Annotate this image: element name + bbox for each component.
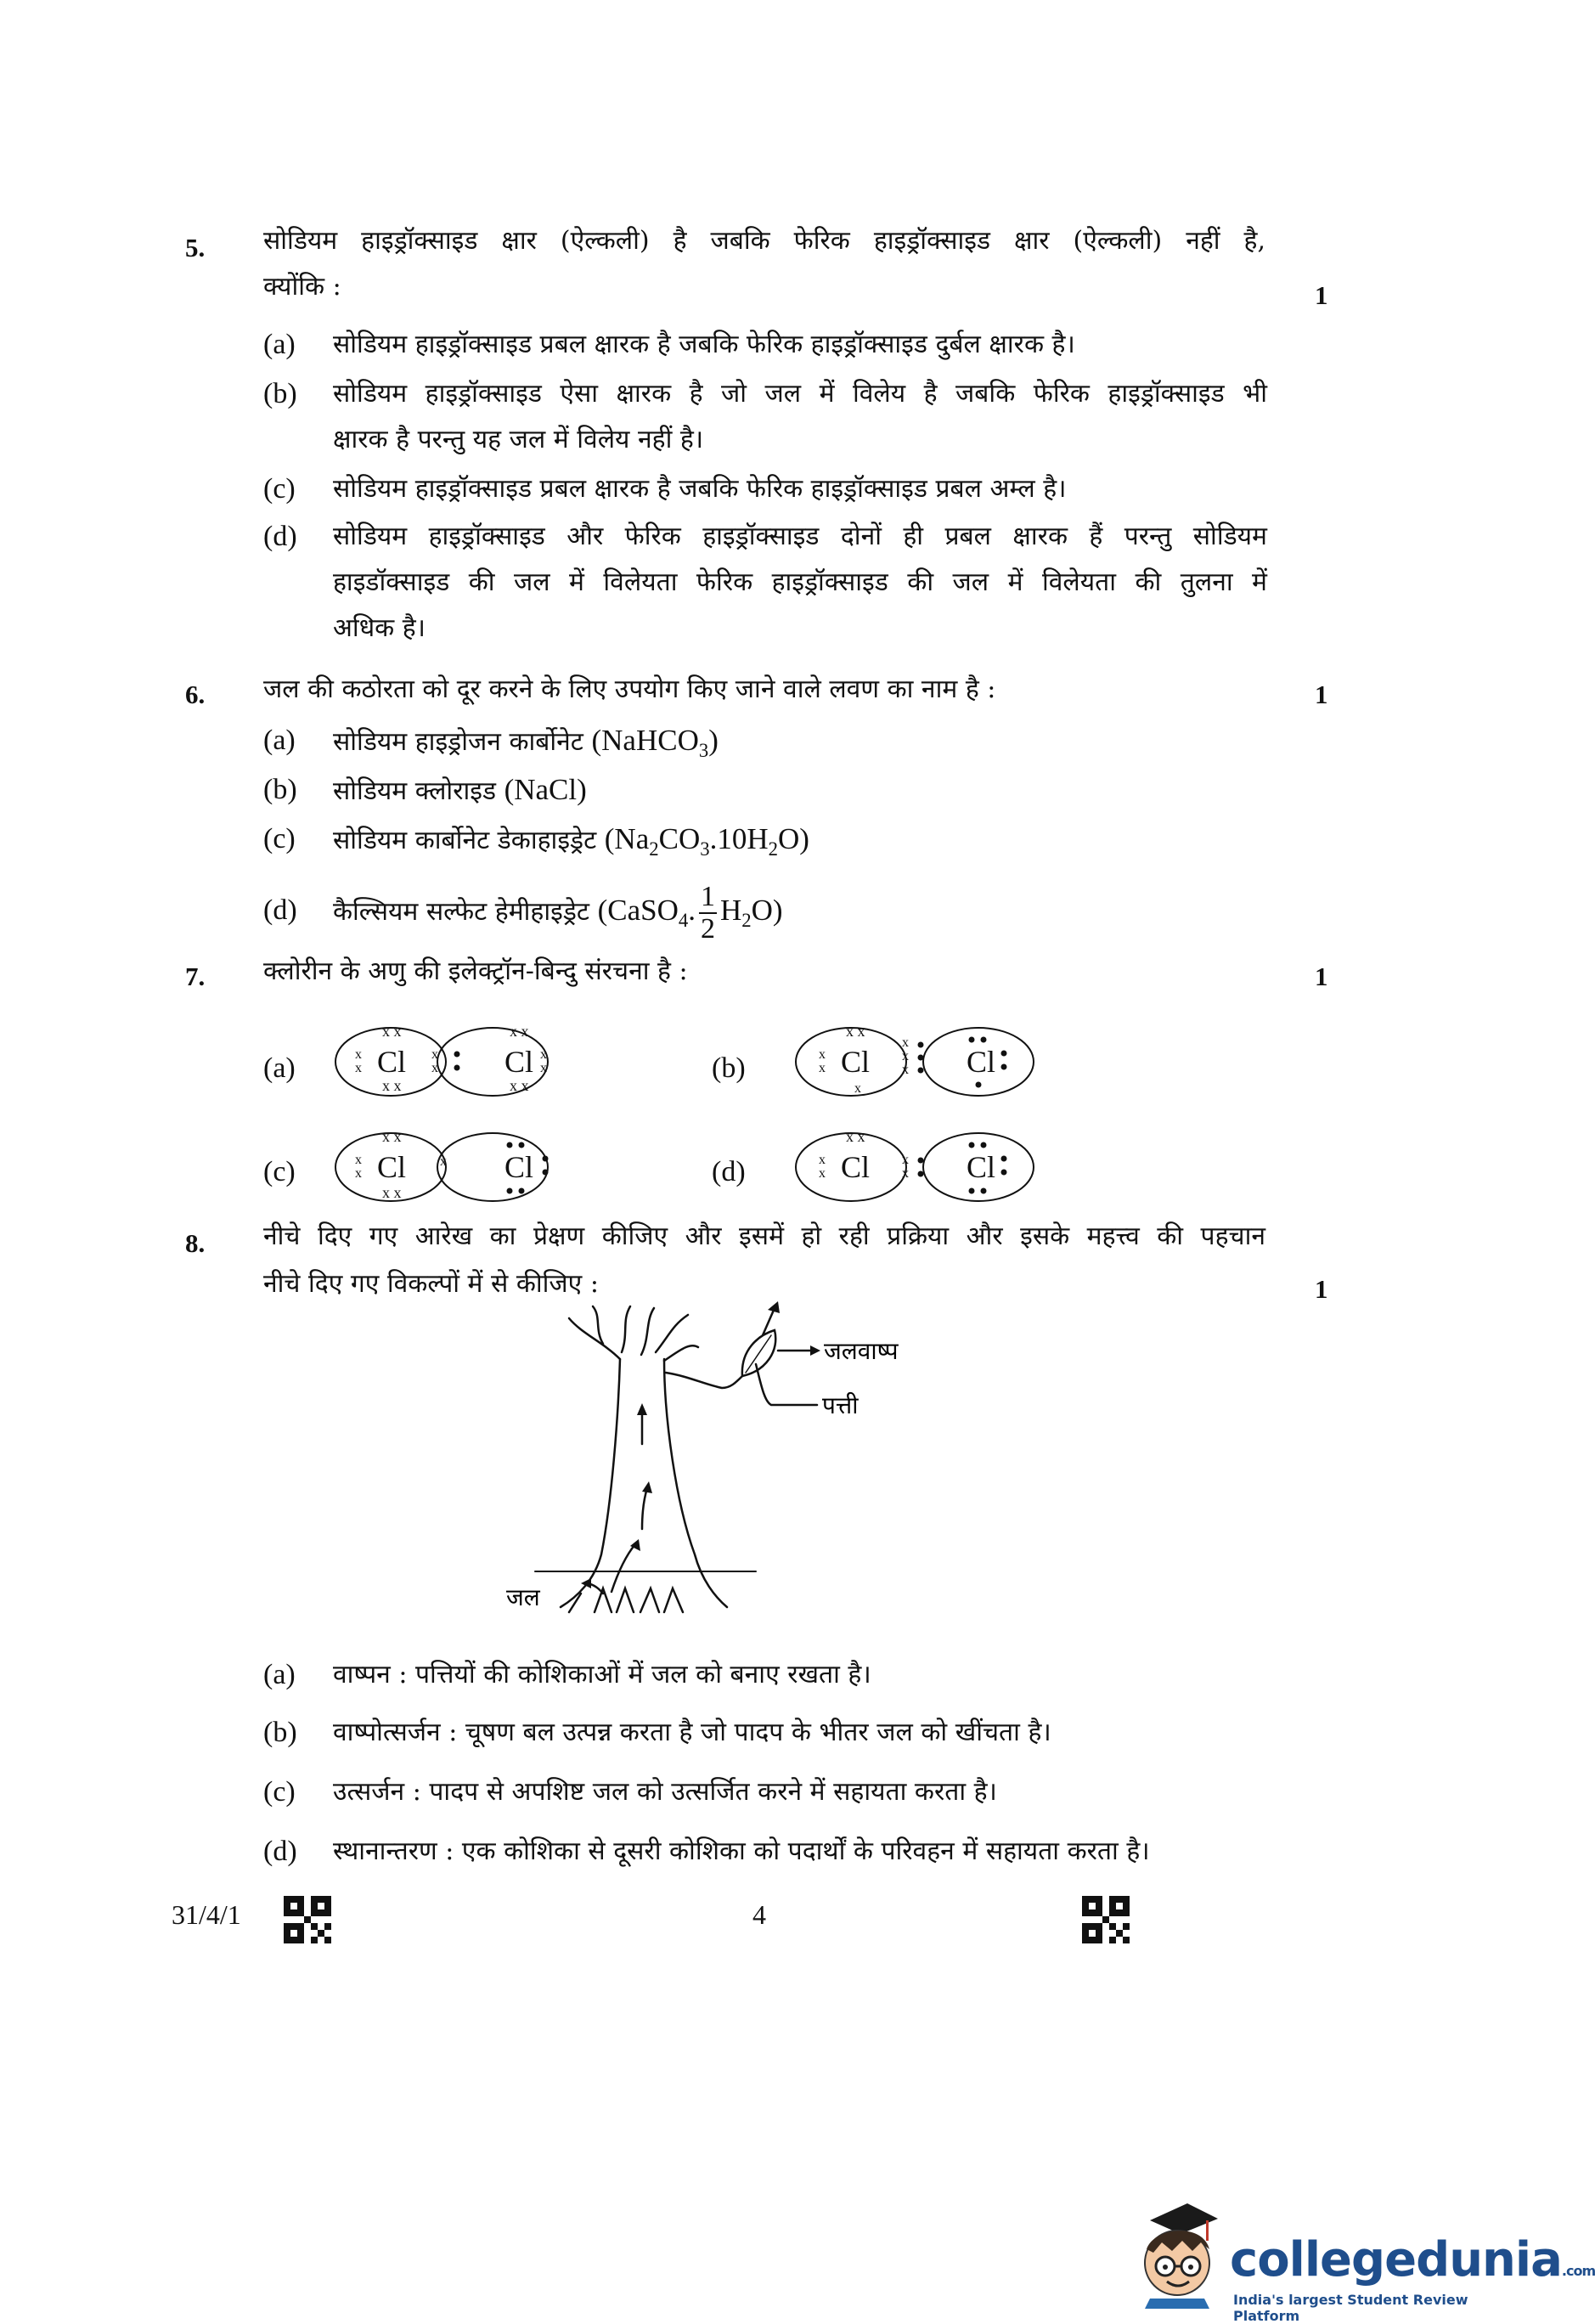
- electron-dot: [543, 1170, 549, 1176]
- option-label: (d): [263, 894, 297, 926]
- electron-dot: [519, 1188, 525, 1194]
- electron-cross: x: [819, 1166, 826, 1181]
- option-text: स्थानान्तरण : एक कोशिका से दूसरी कोशिका को पदार्थों के परिवहन में सहायता करता है।: [333, 1836, 1150, 1866]
- formula-subscript: 4: [678, 910, 689, 931]
- fraction-numerator: 1: [701, 880, 715, 912]
- structure-c: [335, 1128, 549, 1201]
- electron-cross: x: [819, 1047, 826, 1062]
- option-text: सोडियम हाइड्रॉक्साइड प्रबल क्षारक है जबकि फेरिक हाइड्रॉक्साइड दुर्बल क्षारक है।: [333, 330, 1075, 359]
- option-label: (c): [263, 823, 296, 855]
- electron-cross: x: [440, 1154, 447, 1169]
- question-stem: क्योंकि :: [263, 272, 341, 302]
- electron-cross: x: [355, 1153, 362, 1167]
- atom-symbol: Cl: [841, 1150, 871, 1184]
- electron-dot: [969, 1188, 975, 1194]
- arrow-head: [642, 1481, 652, 1493]
- formula-part: H: [720, 894, 742, 927]
- electron-dot: [918, 1171, 924, 1177]
- structure-a: [335, 1023, 548, 1096]
- atom-symbol: Cl: [504, 1045, 534, 1079]
- arrow-head: [581, 1578, 591, 1588]
- qr-code-icon: [1082, 1896, 1130, 1943]
- electron-cross: x: [431, 1047, 438, 1062]
- atom-symbol: Cl: [967, 1045, 996, 1079]
- formula-subscript: 3: [698, 740, 709, 761]
- formula-subscript: 3: [700, 838, 710, 860]
- qr-code-icon: [284, 1896, 331, 1943]
- trunk-right-edge: [664, 1359, 727, 1607]
- electron-cross: x: [540, 1061, 547, 1075]
- brand-tagline: India's largest Student Review Platform: [1233, 2292, 1468, 2324]
- formula-part: .10H: [709, 822, 769, 855]
- atom-symbol: Cl: [377, 1150, 407, 1184]
- option-name: कैल्सियम सल्फेट हेमीहाइड्रेट: [333, 897, 590, 927]
- electron-cross: x: [355, 1061, 362, 1075]
- option-label: (a): [263, 725, 296, 756]
- formula-part: ): [708, 724, 719, 757]
- electron-dot: [981, 1037, 987, 1043]
- option-label: (c): [263, 473, 296, 505]
- electron-cross: x: [819, 1061, 826, 1075]
- question-number: 5.: [185, 233, 206, 262]
- electron-cross: x x: [382, 1023, 402, 1040]
- paper-code: 31/4/1: [172, 1899, 241, 1930]
- option-label: (a): [263, 1052, 296, 1084]
- chemical-formula: (NaCl): [504, 773, 587, 806]
- electron-dot: [543, 1156, 549, 1162]
- option-text: उत्सर्जन : पादप से अपशिष्ट जल को उत्सर्जित करने में सहायता करता है।: [333, 1777, 997, 1807]
- electron-dot: [969, 1142, 975, 1148]
- electron-cross: x: [902, 1035, 909, 1050]
- electron-dot: [981, 1142, 987, 1148]
- formula-part: (NaHCO: [591, 724, 699, 757]
- formula-subscript: 2: [741, 910, 752, 931]
- option-text: वाष्पन : पत्तियों की कोशिकाओं में जल को बनाए रखता है।: [333, 1660, 871, 1689]
- option-label: (d): [263, 521, 297, 552]
- electron-cross: x: [902, 1049, 909, 1063]
- electron-cross: x: [902, 1063, 909, 1077]
- option-name: सोडियम हाइड्रोजन कार्बोनेट: [333, 727, 583, 757]
- electron-dot: [918, 1042, 924, 1048]
- option-label: (c): [263, 1156, 296, 1187]
- electron-cross: x: [355, 1166, 362, 1181]
- marks: 1: [1315, 680, 1328, 709]
- option-text: अधिक है।: [333, 613, 426, 643]
- formula-part: CO: [658, 822, 701, 855]
- option-label: (a): [263, 329, 296, 360]
- structure-d: [796, 1128, 1034, 1201]
- electron-cross: x: [355, 1047, 362, 1062]
- electron-dot: [981, 1188, 987, 1194]
- branch-to-leaf: [666, 1373, 742, 1388]
- brand-suffix: .com: [1561, 2263, 1595, 2279]
- formula-subscript: 2: [768, 838, 779, 860]
- page-number: 4: [752, 1899, 766, 1930]
- electron-cross: x: [854, 1081, 861, 1096]
- question-stem: नीचे दिए गए विकल्पों में से कीजिए :: [263, 1269, 599, 1299]
- formula-part: (Na: [604, 822, 650, 855]
- electron-cross: x: [819, 1153, 826, 1167]
- electron-cross: x x: [846, 1023, 865, 1040]
- electron-cross: x x: [846, 1128, 865, 1145]
- electron-dot: [969, 1037, 975, 1043]
- option-label: (a): [263, 1659, 296, 1690]
- formula-part: .: [688, 894, 696, 927]
- branch: [664, 1345, 698, 1361]
- root: [617, 1588, 634, 1612]
- formula-part: O): [778, 822, 809, 855]
- fraction-denominator: 2: [701, 912, 715, 945]
- branch: [569, 1318, 620, 1359]
- option-text: सोडियम हाइड्रॉक्साइड प्रबल क्षारक है जबकि फेरिक हाइड्रॉक्साइड प्रबल अम्ल है।: [333, 474, 1067, 504]
- question-stem: नीचे दिए गए आरेख का प्रेक्षण कीजिए और इसमें हो रही प्रक्रिया और इसके महत्त्व की पहचान: [263, 1221, 1265, 1251]
- option-label: (b): [263, 774, 297, 805]
- electron-dot: [1001, 1170, 1007, 1176]
- electron-dot: [918, 1068, 924, 1074]
- formula-part: (CaSO: [597, 894, 679, 927]
- transpiration-diagram: [476, 1300, 951, 1622]
- marks: 1: [1315, 280, 1328, 310]
- option-label: (b): [712, 1052, 746, 1084]
- mascot-logo-icon: [1124, 2197, 1230, 2309]
- option-label: (b): [263, 1717, 297, 1748]
- electron-dot: [1001, 1051, 1007, 1057]
- option-text: हाइडॉक्साइड की जल में विलेयता फेरिक हाइड्रॉक्साइड की जल में विलेयता की तुलना में: [333, 567, 1267, 597]
- label-water-vapour: जलवाष्प: [824, 1337, 899, 1365]
- electron-dot: [918, 1055, 924, 1061]
- branch: [622, 1306, 630, 1352]
- electron-dot: [918, 1158, 924, 1164]
- arrow-head: [637, 1403, 647, 1415]
- option-label: (b): [263, 378, 297, 409]
- electron-dot: [454, 1065, 460, 1071]
- question-stem: सोडियम हाइड्रॉक्साइड क्षार (ऐल्कली) है जबकि फेरिक हाइड्रॉक्साइड क्षार (ऐल्कली) नहीं है,: [263, 226, 1265, 256]
- atom-symbol: Cl: [504, 1150, 534, 1184]
- option-name: सोडियम कार्बोनेट डेकाहाइड्रेट: [333, 826, 597, 855]
- root: [640, 1588, 659, 1612]
- xylem-arrow: [642, 1488, 647, 1529]
- marks: 1: [1315, 1274, 1328, 1304]
- electron-cross: x: [540, 1047, 547, 1062]
- question-number: 8.: [185, 1228, 206, 1258]
- atom-symbol: Cl: [967, 1150, 996, 1184]
- electron-dot: [454, 1052, 460, 1058]
- electron-dot-structures: [0, 0, 1516, 1215]
- arrow-head: [768, 1301, 780, 1313]
- atom-symbol: Cl: [377, 1045, 407, 1079]
- electron-cross: x x: [510, 1023, 529, 1040]
- formula-part: O): [751, 894, 783, 927]
- electron-cross: x: [431, 1061, 438, 1075]
- marks: 1: [1315, 962, 1328, 991]
- leaf-vein: [746, 1335, 771, 1373]
- option-label: (d): [263, 1836, 297, 1867]
- electron-cross: x x: [382, 1128, 402, 1145]
- brand-wordmark: [1230, 2232, 1595, 2287]
- option-text: वाष्पोत्सर्जन : चूषण बल उत्पन्न करता है जो पादप के भीतर जल को खींचता है।: [333, 1718, 1051, 1747]
- question-number: 6.: [185, 680, 206, 709]
- label-leaf: पत्ती: [822, 1391, 859, 1419]
- question-number: 7.: [185, 962, 206, 991]
- electron-dot: [519, 1142, 525, 1148]
- branch: [641, 1308, 654, 1355]
- electron-cross: x x: [382, 1077, 402, 1094]
- option-label: (d): [712, 1156, 746, 1187]
- formula-subscript: 2: [649, 838, 659, 860]
- option-text: सोडियम हाइड्रॉक्साइड ऐसा क्षारक है जो जल में विलेय है जबकि फेरिक हाइड्रॉक्साइड भी: [333, 379, 1267, 409]
- electron-dot: [507, 1142, 513, 1148]
- electron-dot: [976, 1082, 982, 1088]
- option-text: क्षारक है परन्तु यह जल में विलेय नहीं है।: [333, 425, 704, 454]
- option-label: (c): [263, 1776, 296, 1808]
- electron-cross: x x: [510, 1077, 529, 1094]
- label-water: जल: [506, 1583, 540, 1611]
- electron-dot: [507, 1188, 513, 1194]
- electron-cross: x: [902, 1153, 909, 1167]
- root: [664, 1588, 683, 1612]
- atom-symbol: Cl: [841, 1045, 871, 1079]
- leaf-pointer: [756, 1364, 817, 1405]
- trunk-left-edge: [561, 1359, 620, 1607]
- option-name: सोडियम क्लोराइड: [333, 776, 497, 806]
- option-text: सोडियम हाइड्रॉक्साइड और फेरिक हाइड्रॉक्साइड दोनों ही प्रबल क्षारक हैं परन्तु सोडियम: [333, 522, 1267, 551]
- xylem-arrow: [612, 1544, 635, 1592]
- branch: [656, 1315, 688, 1352]
- electron-dot: [1001, 1064, 1007, 1070]
- arrow-head: [810, 1345, 820, 1356]
- question-stem: क्लोरीन के अणु की इलेक्ट्रॉन-बिन्दु संरचना है :: [263, 956, 688, 986]
- electron-cross: x: [902, 1166, 909, 1181]
- electron-cross: x x: [382, 1184, 402, 1201]
- structure-b: [796, 1023, 1034, 1096]
- question-stem: जल की कठोरता को दूर करने के लिए उपयोग किए जाने वाले लवण का नाम है :: [263, 674, 996, 704]
- brand-name: collegedunia: [1230, 2232, 1562, 2287]
- electron-dot: [1001, 1156, 1007, 1162]
